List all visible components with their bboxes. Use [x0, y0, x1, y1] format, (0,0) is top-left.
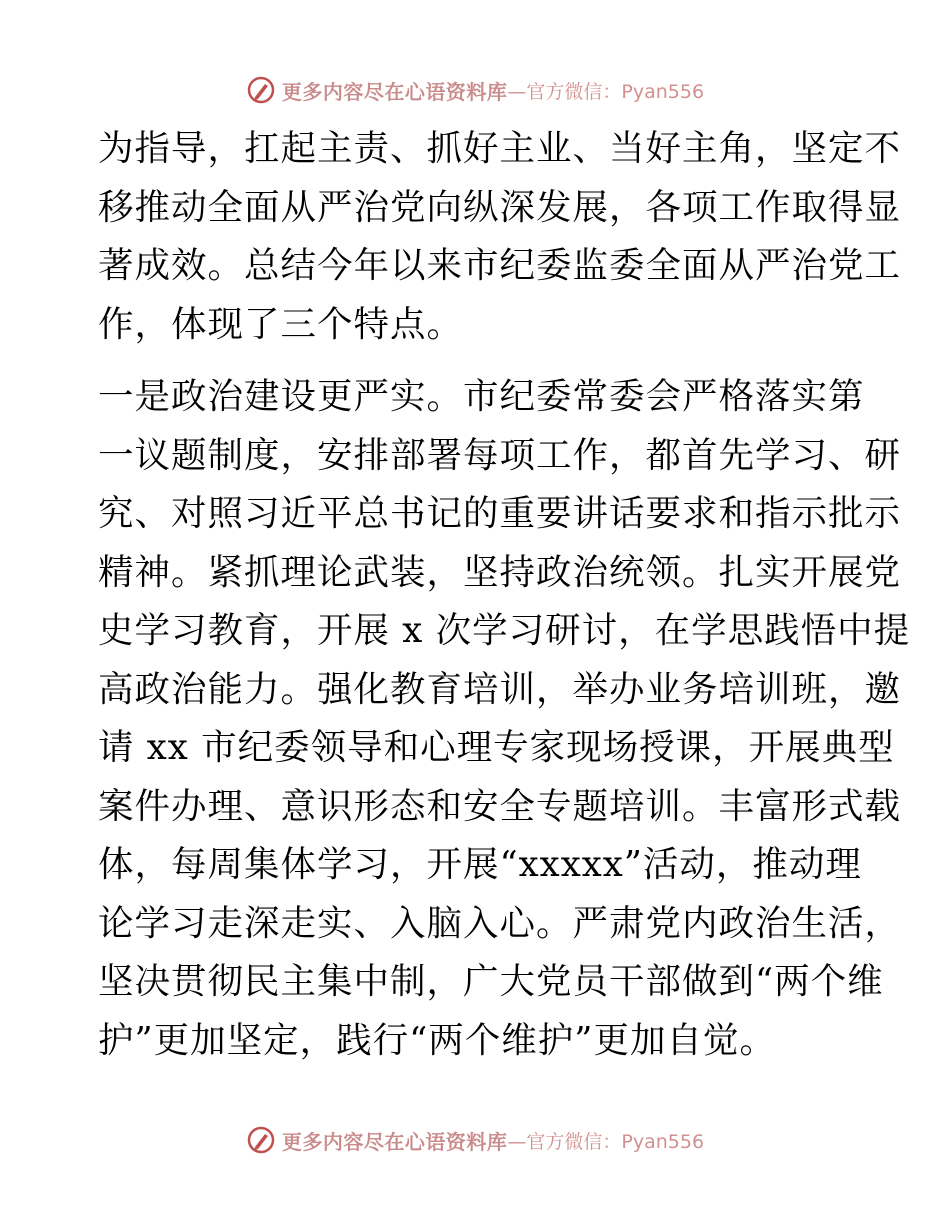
paragraph-1 — [98, 120, 902, 354]
pen-logo-icon — [246, 1125, 276, 1155]
document-body — [98, 120, 911, 1070]
header-contact-text: —官方微信：Pyan556 — [507, 80, 705, 103]
text-line: 作，体现了三个特点。 — [98, 303, 464, 345]
text-line: 案件办理、意识形态和安全专题培训。丰富形式载 — [98, 785, 902, 827]
text-line: 移推动全面从严治党向纵深发展，各项工作取得显 — [98, 186, 902, 228]
paragraph-2 — [98, 368, 911, 1070]
text-line: 高政治能力。强化教育培训，举办业务培训班，邀 — [98, 668, 902, 710]
text-line: 精神。紧抓理论武装，坚持政治统领。扎实开展党 — [98, 551, 902, 593]
text-line: 坚决贯彻民主集中制，广大党员干部做到“两个维 — [98, 961, 884, 1002]
footer-contact-text: —官方微信：Pyan556 — [507, 1130, 705, 1153]
text-line: 著成效。总结今年以来市纪委监委全面从严治党工 — [98, 245, 902, 286]
text-line: 请 xx 市纪委领导和心理专家现场授课，开展典型 — [98, 727, 895, 768]
text-line: 一是政治建设更严实。市纪委常委会严格落实第 — [98, 376, 865, 417]
text-line: 一议题制度，安排部署每项工作，都首先学习、研 — [98, 434, 902, 476]
pen-logo-icon — [246, 75, 276, 105]
text-line: 体，每周集体学习，开展“xxxxx”活动，推动理 — [98, 844, 862, 885]
header-banner — [0, 70, 950, 110]
footer-brand-text: 更多内容尽在心语资料库 — [281, 1129, 508, 1154]
text-line: 护”更加坚定，践行“两个维护”更加自觉。 — [98, 1019, 776, 1061]
footer-banner — [0, 1120, 950, 1160]
text-line: 为指导，扛起主责、抓好主业、当好主角，坚定不 — [98, 128, 902, 169]
header-brand-text: 更多内容尽在心语资料库 — [281, 79, 508, 104]
text-line: 论学习走深走实、入脑入心。严肃党内政治生活， — [98, 902, 902, 944]
text-line: 究、对照习近平总书记的重要讲话要求和指示批示 — [98, 493, 902, 534]
text-line: 史学习教育，开展 x 次学习研讨，在学思践悟中提 — [98, 610, 911, 651]
